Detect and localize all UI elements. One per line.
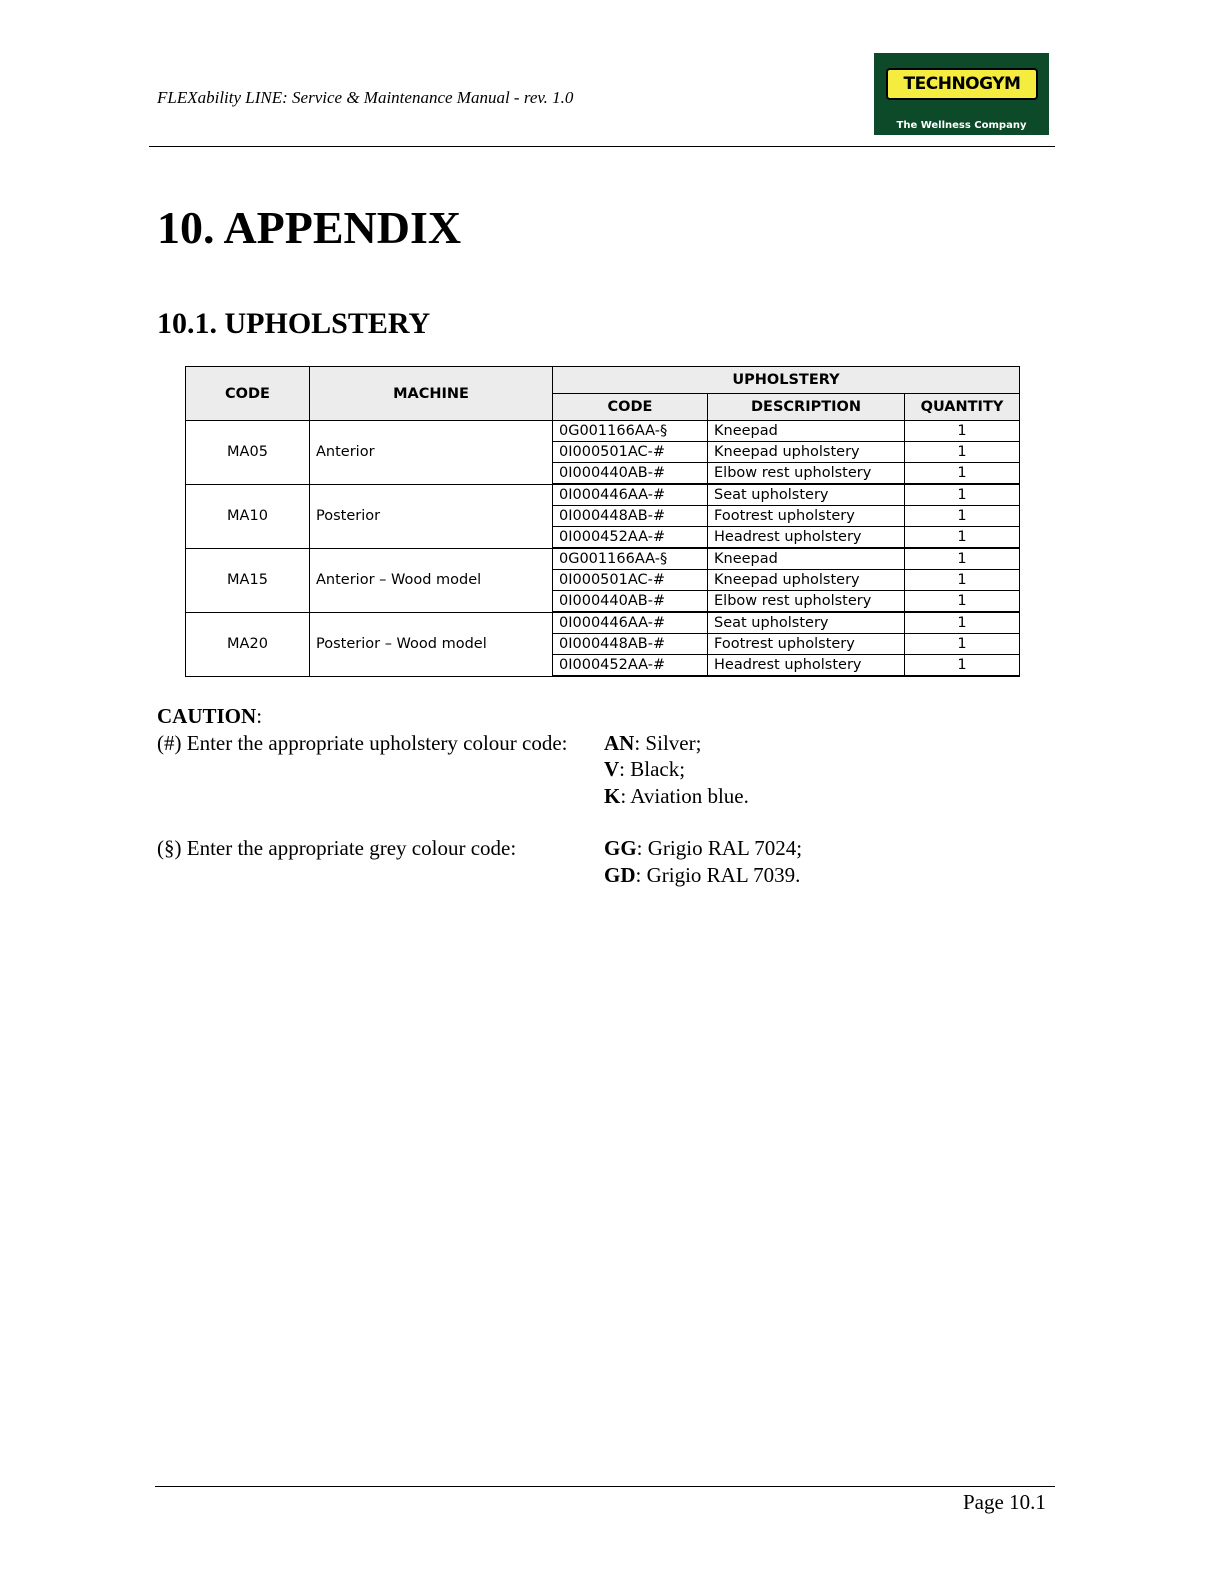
quantity-cell: 1 <box>905 527 1020 549</box>
quantity-cell: 1 <box>905 612 1020 634</box>
colour-code: V <box>604 757 620 781</box>
chapter-title: 10. APPENDIX <box>157 202 462 253</box>
grey-value: : Grigio RAL 7039. <box>635 862 801 887</box>
machine-name-cell: Anterior – Wood model <box>310 548 553 612</box>
part-code-cell: 0G001166AA-§ <box>553 548 708 570</box>
part-description-cell: Kneepad <box>708 421 905 442</box>
quantity-cell: 1 <box>905 421 1020 442</box>
table-row <box>186 484 1020 506</box>
part-code-cell: 0I000452AA-# <box>553 527 708 549</box>
part-code-cell: 0I000440AB-# <box>553 591 708 613</box>
quantity-cell: 1 <box>905 570 1020 591</box>
quantity-cell: 1 <box>905 548 1020 570</box>
part-description-cell: Footrest upholstery <box>708 634 905 655</box>
part-code-cell: 0I000452AA-# <box>553 655 708 677</box>
part-code-cell: 0G001166AA-§ <box>553 421 708 442</box>
machine-code-cell: MA20 <box>186 612 310 676</box>
part-description-cell: Kneepad <box>708 548 905 570</box>
header-upholstery: UPHOLSTERY <box>553 367 1020 394</box>
part-code-cell: 0I000446AA-# <box>553 484 708 506</box>
table-row <box>186 612 1020 634</box>
header-code: CODE <box>186 367 310 421</box>
grey-value: : Grigio RAL 7024; <box>636 836 803 860</box>
colour-value: : Aviation blue. <box>620 783 749 808</box>
part-description-cell: Elbow rest upholstery <box>708 591 905 613</box>
quantity-cell: 1 <box>905 506 1020 527</box>
machine-code-cell: MA05 <box>186 421 310 485</box>
machine-name-cell: Posterior <box>310 484 553 548</box>
grey-note-text: (§) Enter the appropriate grey colour code: <box>157 836 517 860</box>
footer-rule <box>155 1486 1055 1487</box>
table-body <box>186 421 1020 677</box>
section-title: 10.1. UPHOLSTERY <box>157 307 431 340</box>
part-description-cell: Headrest upholstery <box>708 655 905 677</box>
quantity-cell: 1 <box>905 463 1020 485</box>
header-rule <box>149 146 1055 147</box>
logo-tagline: The Wellness Company <box>896 120 1027 131</box>
part-code-cell: 0I000448AB-# <box>553 634 708 655</box>
colour-value: : Black; <box>619 757 686 781</box>
part-description-cell: Kneepad upholstery <box>708 570 905 591</box>
caution-notes <box>157 703 803 888</box>
header-description: DESCRIPTION <box>708 394 905 421</box>
part-code-cell: 0I000501AC-# <box>553 570 708 591</box>
part-code-cell: 0I000448AB-# <box>553 506 708 527</box>
quantity-cell: 1 <box>905 442 1020 463</box>
grey-code: GD <box>604 862 636 887</box>
header-machine: MACHINE <box>310 367 553 421</box>
table-row <box>186 548 1020 570</box>
table-row <box>186 421 1020 442</box>
upholstery-note-text: (#) Enter the appropriate upholstery colour code: <box>157 730 568 755</box>
grey-code: GG <box>604 836 637 860</box>
part-description-cell: Footrest upholstery <box>708 506 905 527</box>
logo-wordmark: TECHNOGYM <box>886 68 1038 100</box>
part-description-cell: Seat upholstery <box>708 612 905 634</box>
machine-code-cell: MA15 <box>186 548 310 612</box>
part-description-cell: Headrest upholstery <box>708 527 905 549</box>
colour-code: K <box>604 783 621 808</box>
upholstery-table <box>185 366 1020 677</box>
machine-name-cell: Anterior <box>310 421 553 485</box>
page-number: Page 10.1 <box>963 1490 1046 1514</box>
part-description-cell: Elbow rest upholstery <box>708 463 905 485</box>
machine-code-cell: MA10 <box>186 484 310 548</box>
colour-value: : Silver; <box>634 730 702 755</box>
part-code-cell: 0I000440AB-# <box>553 463 708 485</box>
colour-code: AN <box>604 730 635 755</box>
header-quantity: QUANTITY <box>905 394 1020 421</box>
part-description-cell: Kneepad upholstery <box>708 442 905 463</box>
caution-label: CAUTION <box>157 704 257 728</box>
part-code-cell: 0I000501AC-# <box>553 442 708 463</box>
header-title: FLEXability LINE: Service & Maintenance Manual - rev. 1.0 <box>157 88 574 107</box>
part-description-cell: Seat upholstery <box>708 484 905 506</box>
part-code-cell: 0I000446AA-# <box>553 612 708 634</box>
quantity-cell: 1 <box>905 634 1020 655</box>
quantity-cell: 1 <box>905 591 1020 613</box>
header-uph-code: CODE <box>553 394 708 421</box>
machine-name-cell: Posterior – Wood model <box>310 612 553 676</box>
caution-colon: : <box>256 704 263 728</box>
technogym-logo <box>874 53 1049 135</box>
quantity-cell: 1 <box>905 484 1020 506</box>
quantity-cell: 1 <box>905 655 1020 677</box>
